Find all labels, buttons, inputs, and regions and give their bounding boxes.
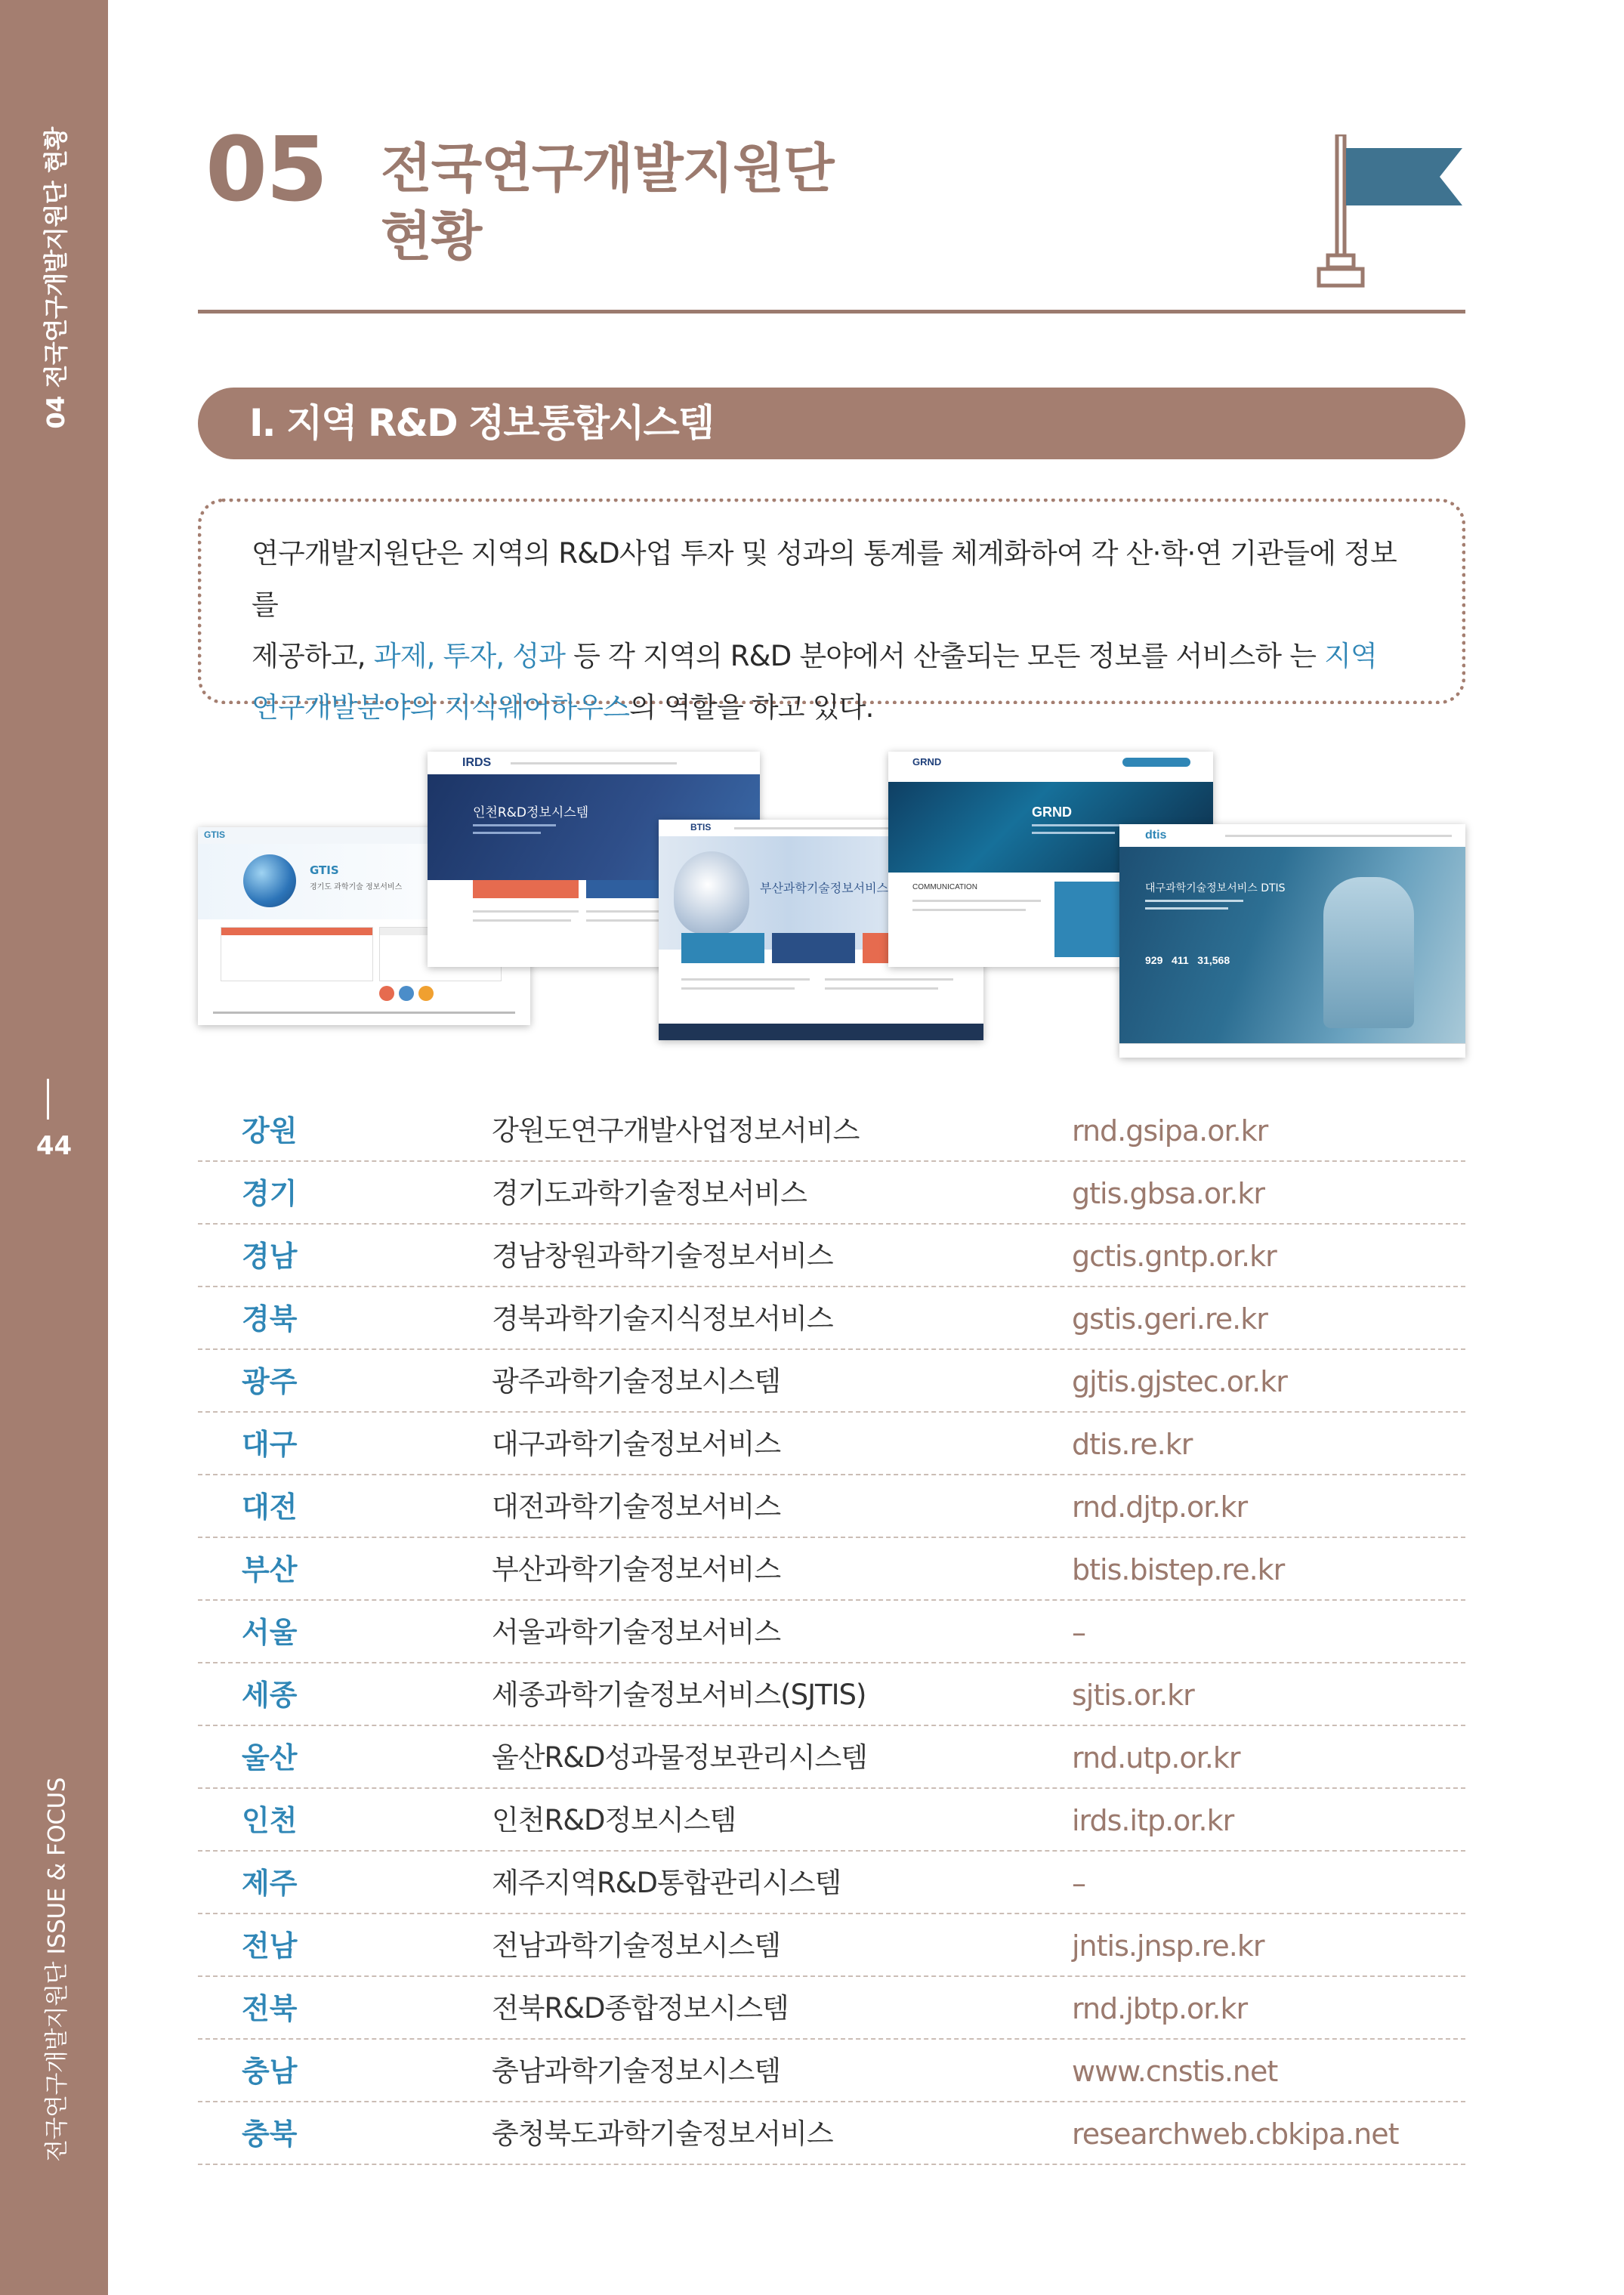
dtis-stat: 929 — [1145, 954, 1163, 966]
system-name: 제주지역R&D통합관리시스템 — [492, 1867, 841, 1899]
system-name: 울산R&D성과물정보관리시스템 — [492, 1741, 867, 1774]
system-url[interactable]: gstis.geri.re.kr — [1072, 1302, 1267, 1336]
table-row — [198, 1538, 1465, 1601]
table-row — [198, 2102, 1465, 2165]
dtis-stats — [1145, 954, 1230, 966]
region-name: 울산 — [242, 1741, 298, 1775]
irds-tab-bar — [473, 880, 579, 898]
btis-card — [681, 933, 764, 963]
dtis-logo: dtis — [1145, 829, 1167, 842]
grnd-nav — [888, 752, 1213, 783]
irds-heading: 인천R&D정보시스템 — [473, 805, 589, 820]
irds-logo: IRDS — [462, 756, 492, 769]
region-name: 대전 — [242, 1490, 298, 1524]
table-row — [198, 1475, 1465, 1538]
header-rule — [198, 310, 1465, 314]
region-name: 전남 — [242, 1929, 298, 1963]
intro-highlight-2: 지역 — [1324, 640, 1377, 672]
chapter-title-line2: 현황 — [381, 205, 482, 267]
globe-icon — [243, 854, 296, 907]
gtis-heading: GTIS — [310, 863, 339, 877]
system-url[interactable]: rnd.utp.or.kr — [1072, 1741, 1240, 1775]
dtis-heading: 대구과학기술정보서비스 DTIS — [1145, 882, 1286, 894]
section-bar — [198, 388, 1465, 459]
system-name: 강원도연구개발사업정보서비스 — [492, 1114, 860, 1147]
dtis-banner — [1119, 847, 1465, 1043]
system-url: – — [1072, 1867, 1085, 1900]
intro-text-3: 등 각 지역의 R&D 분야에서 산출되는 모든 정보를 서비스하 는 — [565, 640, 1325, 672]
region-name: 부산 — [242, 1553, 298, 1586]
table-row — [198, 1601, 1465, 1663]
region-name: 경북 — [242, 1302, 298, 1336]
grnd-search-pill — [1122, 758, 1190, 767]
gtis-logo: GTIS — [204, 829, 226, 840]
page-number-divider — [47, 1079, 49, 1120]
system-name: 광주과학기술정보시스템 — [492, 1365, 781, 1398]
table-row — [198, 1162, 1465, 1225]
system-url[interactable]: rnd.gsipa.or.kr — [1072, 1114, 1268, 1148]
dtis-stat: 411 — [1172, 954, 1189, 966]
btis-heading: 부산과학기술정보서비스 — [760, 881, 889, 895]
region-name: 강원 — [242, 1114, 298, 1148]
region-name: 광주 — [242, 1365, 298, 1398]
system-url[interactable]: www.cnstis.net — [1072, 2055, 1278, 2088]
system-name: 충청북도과학기술정보서비스 — [492, 2117, 833, 2150]
table-row — [198, 1663, 1465, 1726]
table-row — [198, 1789, 1465, 1852]
intro-text-2: 제공하고, — [252, 640, 374, 672]
screenshot-dtis — [1119, 824, 1465, 1058]
system-url[interactable]: btis.bistep.re.kr — [1072, 1553, 1285, 1586]
robot-icon — [674, 851, 749, 934]
region-table — [198, 1099, 1465, 2165]
gtis-panel — [221, 927, 373, 981]
intro-text-4: 의 역할을 하고 있다. — [629, 691, 874, 724]
region-name: 세종 — [242, 1679, 298, 1712]
btis-card — [772, 933, 855, 963]
system-url[interactable]: sjtis.or.kr — [1072, 1679, 1194, 1712]
system-name: 세종과학기술정보서비스(SJTIS) — [492, 1679, 866, 1711]
chapter-number: 05 — [205, 117, 327, 221]
dtis-footer — [1119, 1043, 1465, 1058]
intro-text-1: 연구개발지원단은 지역의 R&D사업 투자 및 성과의 통계를 체계화하여 각 산·학·연 기관들에 정보를 — [252, 537, 1397, 621]
system-name: 대구과학기술정보서비스 — [492, 1428, 781, 1460]
region-name: 인천 — [242, 1804, 298, 1837]
system-url[interactable]: irds.itp.or.kr — [1072, 1804, 1234, 1837]
chapter-title — [381, 134, 955, 270]
system-name: 전남과학기술정보시스템 — [492, 1929, 781, 1962]
system-url[interactable]: gctis.gntp.or.kr — [1072, 1240, 1277, 1273]
region-name: 충북 — [242, 2117, 298, 2151]
table-row — [198, 1977, 1465, 2040]
btis-footer — [659, 1024, 983, 1040]
table-row — [198, 1914, 1465, 1977]
intro-box — [198, 499, 1465, 724]
system-name: 충남과학기술정보시스템 — [492, 2055, 781, 2087]
dtis-stat: 31,568 — [1197, 954, 1230, 966]
region-name: 대구 — [242, 1428, 298, 1461]
system-name: 서울과학기술정보서비스 — [492, 1616, 781, 1648]
region-name: 제주 — [242, 1867, 298, 1900]
system-url: – — [1072, 1616, 1085, 1649]
dtis-nav — [1119, 824, 1465, 848]
flag-icon — [1314, 134, 1465, 293]
sidebar — [0, 0, 108, 2295]
system-url[interactable]: researchweb.cbkipa.net — [1072, 2117, 1399, 2151]
region-name: 전북 — [242, 1992, 298, 2025]
system-name: 부산과학기술정보서비스 — [492, 1553, 781, 1586]
system-name: 경북과학기술지식정보서비스 — [492, 1302, 833, 1335]
gtis-subtitle: 경기도 과학기술 정보서비스 — [310, 883, 403, 891]
region-name: 충남 — [242, 2055, 298, 2088]
table-row — [198, 2040, 1465, 2102]
system-name: 대전과학기술정보서비스 — [492, 1490, 781, 1523]
system-url[interactable]: dtis.re.kr — [1072, 1428, 1193, 1461]
table-row — [198, 1726, 1465, 1789]
intro-paragraph — [252, 528, 1419, 734]
system-name: 경기도과학기술정보서비스 — [492, 1177, 807, 1209]
table-row — [198, 1099, 1465, 1162]
table-row — [198, 1350, 1465, 1413]
system-name: 전북R&D종합정보시스템 — [492, 1992, 789, 2025]
page-number: 44 — [36, 1131, 73, 1161]
sidebar-publication-label: 전국연구개발지원단 ISSUE & FOCUS — [43, 1778, 71, 2162]
system-name: 인천R&D정보시스템 — [492, 1804, 736, 1836]
system-url[interactable]: jntis.jnsp.re.kr — [1072, 1929, 1264, 1963]
btis-logo: BTIS — [690, 822, 712, 832]
grnd-section-label: COMMUNICATION — [912, 883, 977, 891]
gtis-icon-row — [379, 986, 530, 1004]
system-screenshots — [198, 752, 1465, 1058]
system-url[interactable]: rnd.jbtp.or.kr — [1072, 1992, 1248, 2025]
table-row — [198, 1287, 1465, 1350]
region-name: 경남 — [242, 1240, 298, 1273]
table-row — [198, 1225, 1465, 1287]
chapter-title-line1: 전국연구개발지원단 — [381, 137, 834, 199]
table-row — [198, 1852, 1465, 1914]
grnd-heading: GRND — [1032, 805, 1072, 820]
table-row — [198, 1413, 1465, 1475]
system-url[interactable]: rnd.djtp.or.kr — [1072, 1490, 1248, 1524]
region-name: 경기 — [242, 1177, 298, 1210]
region-name: 서울 — [242, 1616, 298, 1649]
section-title: Ⅰ. 지역 R&D 정보통합시스템 — [249, 401, 714, 445]
irds-nav — [428, 752, 760, 775]
sidebar-chapter-label: 04 전국연구개발지원단 현황 — [42, 127, 70, 429]
intro-highlight-1: 과제, 투자, 성과 — [373, 640, 566, 672]
gtis-footer — [213, 1012, 515, 1014]
researcher-figure — [1323, 877, 1414, 1028]
grnd-logo: GRND — [912, 756, 942, 768]
system-url[interactable]: gjtis.gjstec.or.kr — [1072, 1365, 1287, 1398]
system-url[interactable]: gtis.gbsa.or.kr — [1072, 1177, 1264, 1210]
intro-highlight-3: 연구개발분야의 지식웨어하우스 — [252, 691, 630, 724]
system-name: 경남창원과학기술정보서비스 — [492, 1240, 833, 1272]
